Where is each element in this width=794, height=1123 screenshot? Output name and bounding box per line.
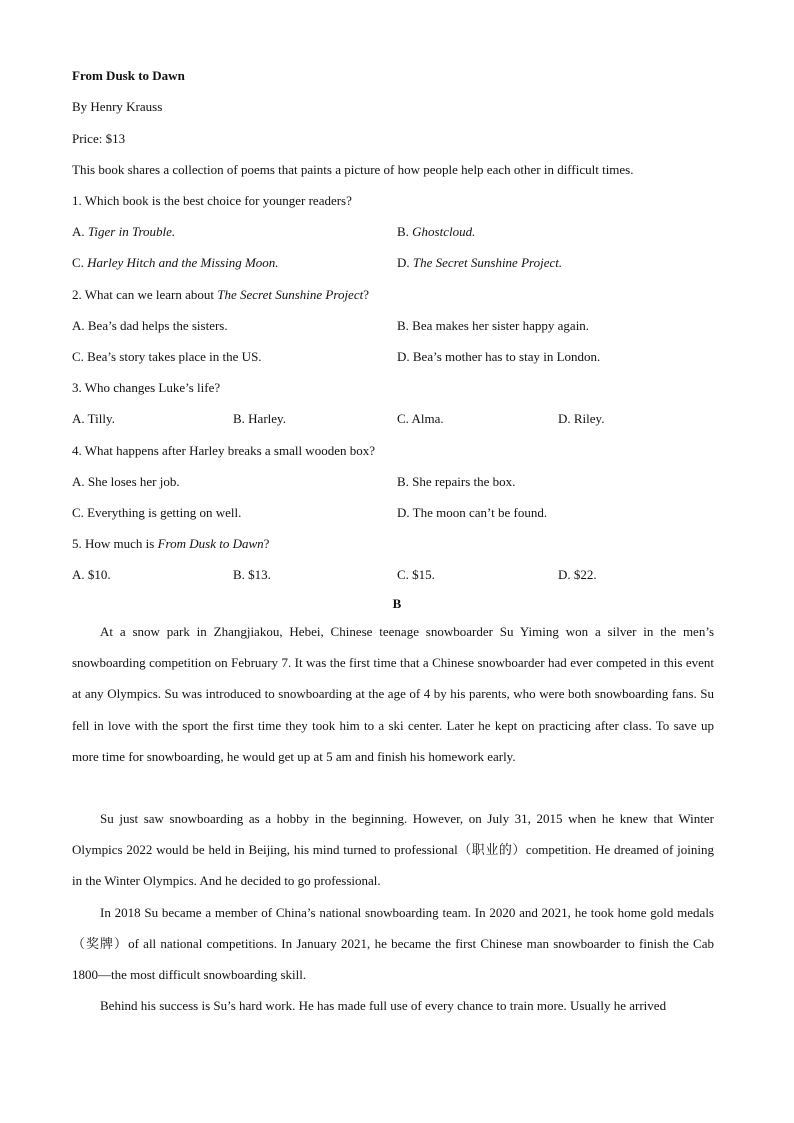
option-text: Everything is getting on well. [87, 505, 242, 520]
question-4-option-d [397, 505, 547, 521]
question-1-option-b [397, 224, 475, 240]
option-letter: C. [72, 255, 84, 270]
option-text: Alma. [411, 411, 444, 426]
question-5-book-title: From Dusk to Dawn [157, 536, 264, 551]
option-letter: D. [397, 505, 410, 520]
question-3-option-b [233, 411, 286, 427]
question-2-punct: ? [363, 287, 369, 302]
option-letter: D. [558, 567, 571, 582]
option-letter: A. [72, 318, 85, 333]
question-4-text: 4. What happens after Harley breaks a small wooden box? [72, 443, 375, 458]
question-4-option-a [72, 474, 180, 490]
question-2-option-a [72, 318, 228, 334]
question-1-stem [72, 193, 352, 209]
question-5-stem [72, 536, 269, 552]
option-letter: A. [72, 567, 85, 582]
question-3-text: 3. Who changes Luke’s life? [72, 380, 221, 395]
option-text: Ghostcloud. [412, 224, 476, 239]
question-3-option-c [397, 411, 444, 427]
option-text: $10. [87, 567, 111, 582]
question-5-text: 5. How much is [72, 536, 158, 551]
question-1-option-d [397, 255, 562, 271]
question-2-option-c [72, 349, 262, 365]
option-text: Tiger in Trouble. [87, 224, 176, 239]
question-3-option-d [558, 411, 604, 427]
option-letter: B. [397, 318, 409, 333]
option-letter: B. [233, 411, 245, 426]
option-text: She repairs the box. [412, 474, 516, 489]
book-title: From Dusk to Dawn [72, 68, 185, 83]
option-letter: D. [397, 255, 410, 270]
book-price: Price: $13 [72, 131, 126, 146]
option-text: She loses her job. [87, 474, 180, 489]
book-author: By Henry Krauss [72, 99, 163, 114]
option-text: The moon can’t be found. [412, 505, 548, 520]
option-text: The Secret Sunshine Project. [412, 255, 563, 270]
question-4-stem [72, 443, 375, 459]
section-b-paragraph-4: Behind his success is Su’s hard work. He has made full use of every chance to train more. Usually he arrived [100, 998, 667, 1013]
option-text: Bea’s story takes place in the US. [87, 349, 262, 364]
option-letter: B. [233, 567, 245, 582]
option-text: Harley Hitch and the Missing Moon. [87, 255, 279, 270]
question-5-option-b [233, 567, 271, 583]
option-letter: C. [397, 567, 409, 582]
question-1-option-c [72, 255, 279, 271]
section-b-paragraph-2: Su just saw snowboarding as a hobby in the beginning. However, on July 31, 2015 when he knew that Winter Olympics 2022 would be held in Beijing, his mind turned to professional（职业的）competition. He dreamed of joining in the Winter Olympics. And he decided to go professional. [72, 811, 714, 889]
option-text: Riley. [573, 411, 605, 426]
option-letter: B. [397, 224, 409, 239]
question-2-stem [72, 287, 369, 303]
question-2-book-title: The Secret Sunshine Project [217, 287, 364, 302]
option-letter: D. [397, 349, 410, 364]
question-1-text: 1. Which book is the best choice for younger readers? [72, 193, 352, 208]
option-text: $13. [248, 567, 271, 582]
option-text: Tilly. [87, 411, 115, 426]
question-2-text: 2. What can we learn about [72, 287, 218, 302]
question-5-option-d [558, 567, 597, 583]
option-letter: D. [558, 411, 571, 426]
book-description: This book shares a collection of poems that paints a picture of how people help each other in difficult times. [72, 162, 634, 177]
question-3-option-a [72, 411, 115, 427]
question-3-stem [72, 380, 220, 396]
question-4-option-b [397, 474, 515, 490]
option-letter: C. [397, 411, 409, 426]
option-text: Harley. [248, 411, 286, 426]
question-5-punct: ? [263, 536, 270, 551]
option-letter: B. [397, 474, 409, 489]
section-b-heading: B [392, 596, 402, 611]
question-4-option-c [72, 505, 241, 521]
section-b-paragraph-1: At a snow park in Zhangjiakou, Hebei, Chinese teenage snowboarder Su Yiming won a silver in the men’s snowboarding competition on February 7. It was the first time that a Chinese snowboarder had ever competed in this event at any Olympics. Su was introduced to snowboarding at the age of 4 by his parents, who were both snowboarding fans. Su fell in love with the sport the first time they took him to a ski center. Later he kept on practicing after class. To save up more time for snowboarding, he would get up at 5 am and finish his homework early. [72, 624, 714, 764]
question-5-option-a [72, 567, 111, 583]
option-letter: C. [72, 505, 84, 520]
section-b-paragraph-3: In 2018 Su became a member of China’s national snowboarding team. In 2020 and 2021, he took home gold medals（奖牌）of all national competitions. In January 2021, he became the first Chinese man snowboarder to finish the Cab 1800—the most difficult snowboarding skill. [72, 905, 714, 983]
option-text: $15. [412, 567, 435, 582]
question-5-option-c [397, 567, 435, 583]
option-letter: A. [72, 224, 85, 239]
option-letter: A. [72, 474, 85, 489]
option-text: Bea’s dad helps the sisters. [87, 318, 228, 333]
question-1-option-a [72, 224, 175, 240]
option-letter: A. [72, 411, 85, 426]
question-2-option-d [397, 349, 600, 365]
option-text: Bea’s mother has to stay in London. [412, 349, 601, 364]
option-text: Bea makes her sister happy again. [412, 318, 590, 333]
option-letter: C. [72, 349, 84, 364]
option-text: $22. [573, 567, 597, 582]
question-2-option-b [397, 318, 589, 334]
